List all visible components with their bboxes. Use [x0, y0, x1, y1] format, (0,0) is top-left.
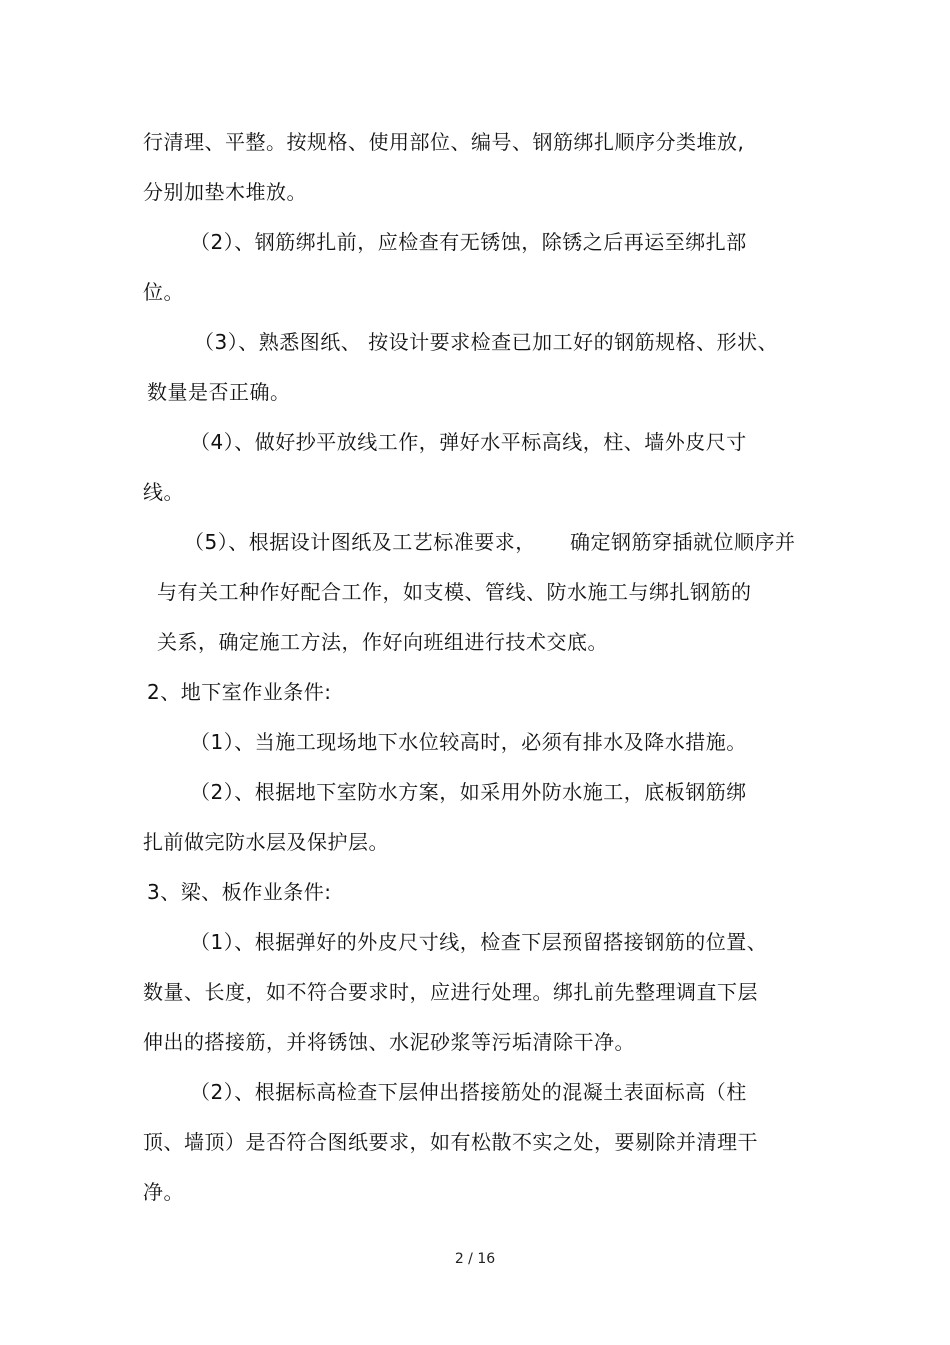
text-line: 数量、长度，如不符合要求时，应进行处理。绑扎前先整理调直下层: [143, 980, 758, 1004]
text-line: 分别加垫木堆放。: [143, 180, 307, 204]
text-line: 顶、墙顶）是否符合图纸要求，如有松散不实之处，要剔除并清理干: [143, 1130, 758, 1154]
section-heading: 3、梁、板作业条件:: [147, 880, 332, 904]
text-line: （5）、根据设计图纸及工艺标准要求， 确定钢筋穿插就位顺序并: [184, 530, 796, 554]
text-line: （4）、做好抄平放线工作，弹好水平标高线，柱、墙外皮尺寸: [190, 430, 747, 454]
text-line: （1）、当施工现场地下水位较高时，必须有排水及降水措施。: [190, 730, 747, 754]
section-heading: 2、地下室作业条件:: [147, 680, 332, 704]
text-line: 位。: [143, 280, 184, 304]
page-number: 2 / 16: [454, 1251, 496, 1267]
text-line: 扎前做完防水层及保护层。: [143, 830, 389, 854]
text-line: （2）、根据标高检查下层伸出搭接筋处的混凝土表面标高（柱: [190, 1080, 747, 1104]
text-line: 关系，确定施工方法，作好向班组进行技术交底。: [157, 630, 608, 654]
text-line: 伸出的搭接筋，并将锈蚀、水泥砂浆等污垢清除干净。: [143, 1030, 635, 1054]
text-line: 线。: [143, 480, 184, 504]
text-line: 与有关工种作好配合工作，如支模、管线、防水施工与绑扎钢筋的: [157, 580, 752, 604]
text-line: 行清理、平整。按规格、使用部位、编号、钢筋绑扎顺序分类堆放,: [143, 130, 745, 154]
text-line: 净。: [143, 1180, 184, 1204]
text-line: （2）、钢筋绑扎前，应检查有无锈蚀，除锈之后再运至绑扎部: [190, 230, 747, 254]
text-line: 数量是否正确。: [147, 380, 291, 404]
text-line: （2）、根据地下室防水方案，如采用外防水施工，底板钢筋绑: [190, 780, 747, 804]
text-line: （3）、熟悉图纸、 按设计要求检查已加工好的钢筋规格、形状、: [194, 330, 779, 354]
text-line: （1）、根据弹好的外皮尺寸线，检查下层预留搭接钢筋的位置、: [190, 930, 768, 954]
